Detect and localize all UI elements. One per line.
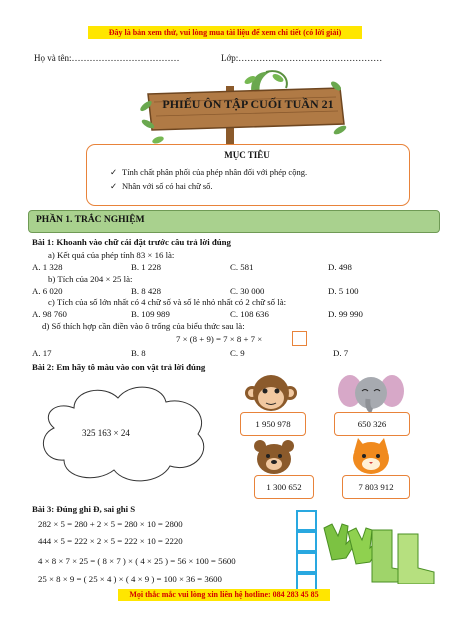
goal-item: ✓ Nhân với số có hai chữ số.: [110, 181, 213, 191]
option[interactable]: D. 7: [333, 348, 349, 358]
check-icon: ✓: [110, 167, 118, 177]
check-icon: ✓: [110, 181, 118, 191]
answer-box[interactable]: 1 300 652: [254, 475, 314, 499]
blank-box[interactable]: [292, 331, 307, 346]
option[interactable]: C. 581: [230, 262, 254, 272]
option[interactable]: C. 9: [230, 348, 245, 358]
worksheet-title: PHIẾU ÔN TẬP CUỐI TUẦN 21: [162, 97, 334, 111]
bai2-heading: Bài 2: Em hãy tô màu vào con vật trả lời đúng: [32, 362, 206, 372]
question-c: c) Tích của số lớn nhất có 4 chữ số và số lẻ nhỏ nhất có 2 chữ số là:: [48, 297, 287, 307]
option[interactable]: A. 17: [32, 348, 52, 358]
question-b: b) Tích của 204 × 25 là:: [48, 274, 133, 284]
name-field[interactable]: Họ và tên:………………………………: [34, 53, 180, 63]
bai1-heading: Bài 1: Khoanh vào chữ cái đặt trước câu trả lời đúng: [32, 237, 231, 247]
true-false-box[interactable]: [296, 510, 317, 531]
expression: 7 × (8 + 9) = 7 × 8 + 7 ×: [176, 334, 263, 344]
statement-line: 25 × 8 × 9 = ( 25 × 4 ) × ( 4 × 9 ) = 100 × 36 = 3600: [38, 574, 222, 584]
preview-banner: Đây là bản xem thử, vui lòng mua tài liệu để xem chi tiết (có lời giải): [88, 26, 362, 39]
option[interactable]: A. 1 328: [32, 262, 63, 272]
answer-box[interactable]: 650 326: [334, 412, 410, 436]
question-a: a) Kết quả của phép tính 83 × 16 là:: [48, 250, 175, 260]
option[interactable]: D. 498: [328, 262, 352, 272]
cloud-expression: 325 163 × 24: [82, 428, 130, 438]
cat-icon[interactable]: [350, 436, 392, 476]
answer-box[interactable]: 7 803 912: [342, 475, 410, 499]
bai3-heading: Bài 3: Đúng ghi Đ, sai ghi S: [32, 504, 136, 514]
option[interactable]: B. 109 989: [131, 309, 170, 319]
monkey-icon[interactable]: [244, 373, 298, 413]
option[interactable]: A. 98 760: [32, 309, 67, 319]
statement-line: 4 × 8 × 7 × 25 = ( 8 × 7 ) × ( 4 × 25 ) = 56 × 100 = 5600: [38, 556, 236, 566]
statement-line: 444 × 5 = 222 × 2 × 5 = 222 × 10 = 2220: [38, 536, 183, 546]
question-d: d) Số thích hợp cần điền vào ô trống của biểu thức sau là:: [42, 321, 245, 331]
elephant-icon[interactable]: [338, 373, 404, 413]
bear-icon[interactable]: [252, 438, 296, 476]
statement-line: 282 × 5 = 280 + 2 × 5 = 280 × 10 = 2800: [38, 519, 183, 529]
goals-heading: MỤC TIÊU: [224, 150, 270, 160]
class-field[interactable]: Lớp:…………………………………………: [221, 53, 383, 63]
true-false-box[interactable]: [296, 552, 317, 573]
option[interactable]: C. 30 000: [230, 286, 265, 296]
goal-item: ✓ Tính chất phân phối của phép nhân đối với phép cộng.: [110, 167, 308, 177]
option[interactable]: D. 99 990: [328, 309, 363, 319]
hotline-footer: Mọi thắc mắc vui lòng xin liên hệ hotline: 084 283 45 85: [118, 589, 330, 601]
option[interactable]: B. 1 228: [131, 262, 162, 272]
option[interactable]: C. 108 636: [230, 309, 269, 319]
true-false-box[interactable]: [296, 531, 317, 552]
section-title: PHẦN 1. TRẮC NGHIỆM: [36, 215, 145, 225]
boots-icon: [364, 528, 438, 584]
option[interactable]: D. 5 100: [328, 286, 359, 296]
option[interactable]: A. 6 020: [32, 286, 63, 296]
option[interactable]: B. 8 428: [131, 286, 162, 296]
option[interactable]: B. 8: [131, 348, 146, 358]
answer-box[interactable]: 1 950 978: [240, 412, 306, 436]
